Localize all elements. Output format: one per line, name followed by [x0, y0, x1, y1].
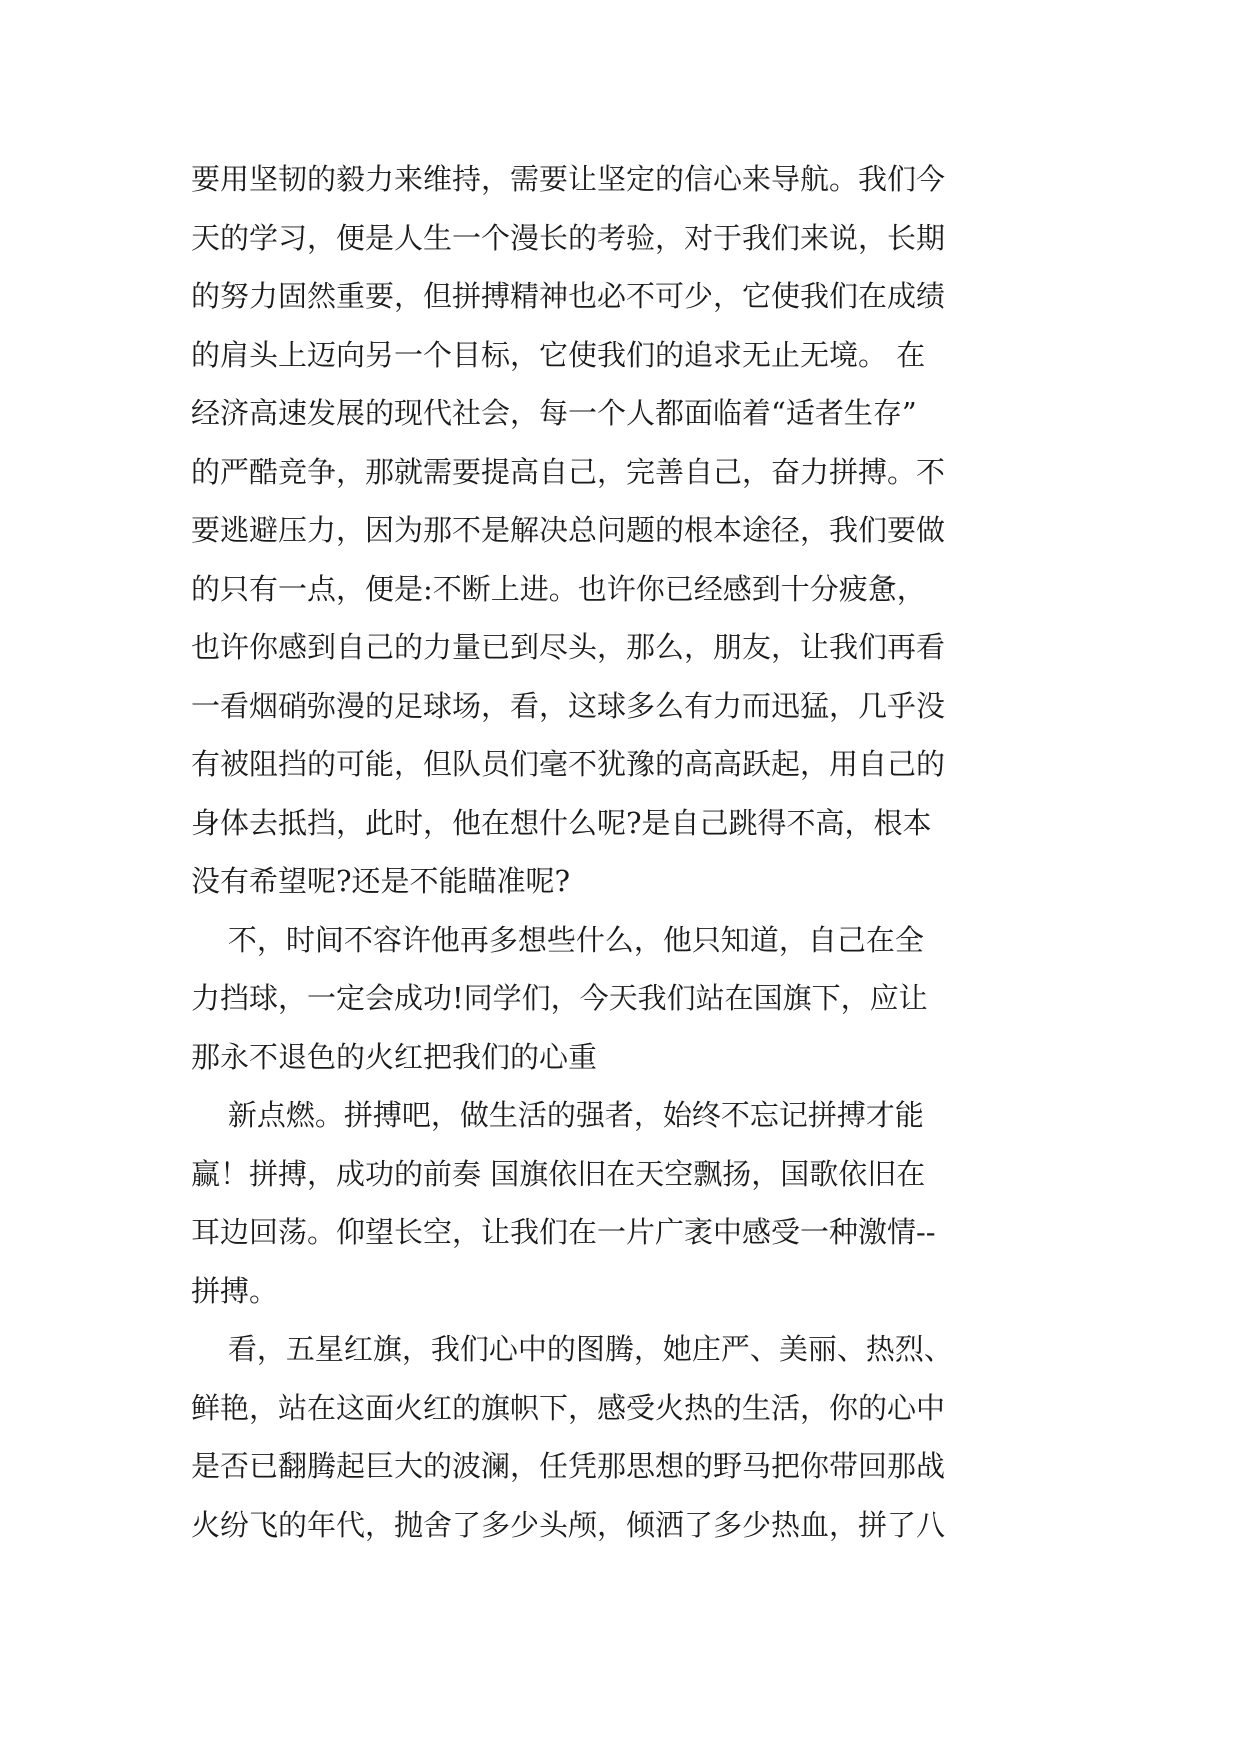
text-line: 的严酷竞争，那就需要提高自己，完善自己，奋力拼搏。不 — [191, 454, 946, 489]
text-line: 鲜艳，站在这面火红的旗帜下，感受火热的生活，你的心中 — [191, 1390, 946, 1425]
text-line: 看，五星红旗，我们心中的图腾，她庄严、美丽、热烈、 — [191, 1332, 953, 1366]
text-line: 经济高速发展的现代社会，每一个人都面临着“适者生存” — [191, 396, 917, 430]
text-line: 火纷飞的年代，抛舍了多少头颅，倾洒了多少热血，拼了八 — [191, 1507, 946, 1542]
text-line: 拼搏。 — [191, 1273, 279, 1308]
text-line: 耳边回荡。仰望长空，让我们在一片广袤中感受一种激情-- — [191, 1215, 936, 1249]
text-line: 的肩头上迈向另一个目标，它使我们的追求无止无境。 在 — [191, 337, 926, 372]
text-line: 一看烟硝弥漫的足球场，看，这球多么有力而迅猛，几乎没 — [191, 688, 946, 723]
text-line: 新点燃。拼搏吧，做生活的强者，始终不忘记拼搏才能 — [191, 1098, 924, 1132]
text-line: 的只有一点，便是:不断上进。也许你已经感到十分疲惫， — [191, 571, 926, 606]
text-line: 不，时间不容许他再多想些什么，他只知道，自己在全 — [191, 922, 924, 957]
text-line: 要逃避压力，因为那不是解决总问题的根本途径，我们要做 — [191, 513, 946, 547]
text-line: 力挡球，一定会成功!同学们，今天我们站在国旗下，应让 — [191, 981, 928, 1015]
text-line: 赢！拼搏，成功的前奏 国旗依旧在天空飘扬，国歌依旧在 — [191, 1156, 926, 1191]
text-line: 是否已翻腾起巨大的波澜，任凭那思想的野马把你带回那战 — [191, 1449, 946, 1483]
text-line: 那永不退色的火红把我们的心重 — [191, 1039, 598, 1074]
text-line: 有被阻挡的可能，但队员们毫不犹豫的高高跃起，用自己的 — [191, 747, 946, 781]
body-text — [191, 150, 1071, 1554]
text-line: 要用坚韧的毅力来维持，需要让坚定的信心来导航。我们今 — [191, 162, 946, 196]
text-line: 身体去抵挡，此时，他在想什么呢?是自己跳得不高，根本 — [191, 805, 932, 840]
text-line: 天的学习，便是人生一个漫长的考验，对于我们来说，长期 — [191, 220, 946, 255]
text-line: 没有希望呢?还是不能瞄准呢? — [191, 864, 571, 898]
text-line: 的努力固然重要，但拼搏精神也必不可少，它使我们在成绩 — [191, 279, 946, 313]
text-line: 也许你感到自己的力量已到尽头，那么，朋友，让我们再看 — [191, 630, 946, 664]
